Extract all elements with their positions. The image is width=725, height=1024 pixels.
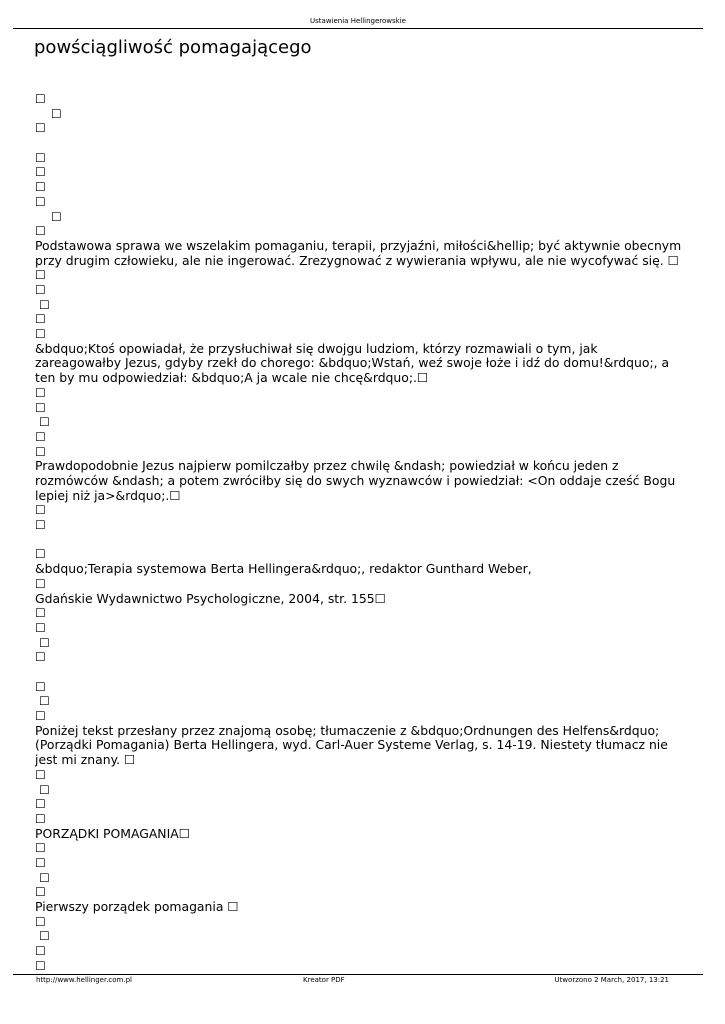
- empty-box: ☐: [35, 121, 46, 136]
- paragraph: Podstawowa sprawa we wszelakim pomaganiu, terapii, przyjaźni, miłości&hellip; być aktywnie obecnym przy drugim człowieku, ale nie ingerować. Zrezygnować z wywierania wpływu, ale nie wycofywać się. ☐: [35, 237, 682, 268]
- empty-box: ☐: [35, 194, 46, 209]
- section-heading: PORZĄDKI POMAGANIA☐: [35, 825, 190, 841]
- empty-box: ☐: [35, 620, 46, 635]
- empty-box: ☐: [35, 885, 46, 900]
- empty-box: ☐: [39, 929, 50, 944]
- empty-box: ☐: [35, 958, 46, 973]
- citation-line: Gdańskie Wydawnictwo Psychologiczne, 2004, str. 155☐: [35, 590, 386, 606]
- empty-box: ☐: [35, 650, 46, 665]
- empty-box: ☐: [35, 180, 46, 195]
- footer-url[interactable]: http://www.hellinger.com.pl: [36, 976, 132, 984]
- empty-box: ☐: [35, 385, 46, 400]
- empty-box: ☐: [35, 327, 46, 342]
- document-body: [35, 92, 685, 973]
- footer-created: Utworzono 2 March, 2017, 13:21: [554, 976, 669, 984]
- page-header: Ustawienia Hellingerowskie: [310, 17, 406, 25]
- empty-box: ☐: [39, 694, 50, 709]
- subsection-heading: Pierwszy porządek pomagania ☐: [35, 899, 239, 915]
- empty-box: ☐: [51, 106, 62, 121]
- empty-box: ☐: [35, 150, 46, 165]
- empty-box: ☐: [39, 782, 50, 797]
- empty-box: ☐: [35, 606, 46, 621]
- empty-box: ☐: [35, 797, 46, 812]
- empty-box: ☐: [35, 547, 46, 562]
- paragraph: &bdquo;Ktoś opowiadał, że przysłuchiwał się dwojgu ludziom, którzy rozmawiali o tym, jak zareagowałby Jezus, gdyby rzekł do chorego: &bdquo;Wstań, weź swoje łoże i idź do domu!&rdquo;, a ten by mu odpowiedział: &bdquo;A ja wcale nie chcę&rdquo;.☐: [35, 340, 670, 386]
- document-title: powściągliwość pomagającego: [34, 37, 312, 58]
- footer-rule: [13, 974, 703, 975]
- header-rule: [13, 28, 703, 29]
- empty-box: ☐: [39, 870, 50, 885]
- empty-box: ☐: [35, 268, 46, 283]
- empty-box: ☐: [35, 503, 46, 518]
- paragraph: Prawdopodobnie Jezus najpierw pomilczałby przez chwilę &ndash; powiedział w końcu jeden z rozmówców &ndash; a potem zwróciłby się do swych wyznawców i powiedział: <On oddaje cześć Bogu lepiej niż ja>&rdquo;.☐: [35, 458, 676, 503]
- empty-box: ☐: [35, 165, 46, 180]
- empty-box: ☐: [35, 576, 46, 591]
- empty-box: ☐: [35, 518, 46, 533]
- empty-box: ☐: [35, 444, 46, 459]
- footer-generator: Kreator PDF: [303, 976, 345, 984]
- citation-line: &bdquo;Terapia systemowa Berta Hellingera&rdquo;, redaktor Gunthard Weber,: [35, 561, 532, 577]
- empty-box: ☐: [35, 767, 46, 782]
- empty-box: ☐: [35, 855, 46, 870]
- empty-box: ☐: [51, 209, 62, 224]
- paragraph: Poniżej tekst przesłany przez znajomą osobę; tłumaczenie z &bdquo;Ordnungen des Helfens&rdquo; (Porządki Pomagania) Berta Hellingera, wyd. Carl-Auer Systeme Verlag, s. 14-19. Niestety tłumacz nie jest mi znany. ☐: [35, 722, 668, 768]
- empty-box: ☐: [35, 841, 46, 856]
- empty-box: ☐: [35, 811, 46, 826]
- empty-box: ☐: [35, 312, 46, 327]
- empty-box: ☐: [35, 224, 46, 239]
- empty-box: ☐: [39, 415, 50, 430]
- empty-box: ☐: [35, 282, 46, 297]
- empty-box: ☐: [35, 429, 46, 444]
- empty-box: ☐: [35, 914, 46, 929]
- empty-box: ☐: [35, 709, 46, 724]
- empty-box: ☐: [35, 92, 46, 106]
- empty-box: ☐: [35, 679, 46, 694]
- empty-box: ☐: [39, 635, 50, 650]
- empty-box: ☐: [35, 944, 46, 959]
- empty-box: ☐: [35, 400, 46, 415]
- empty-box: ☐: [39, 297, 50, 312]
